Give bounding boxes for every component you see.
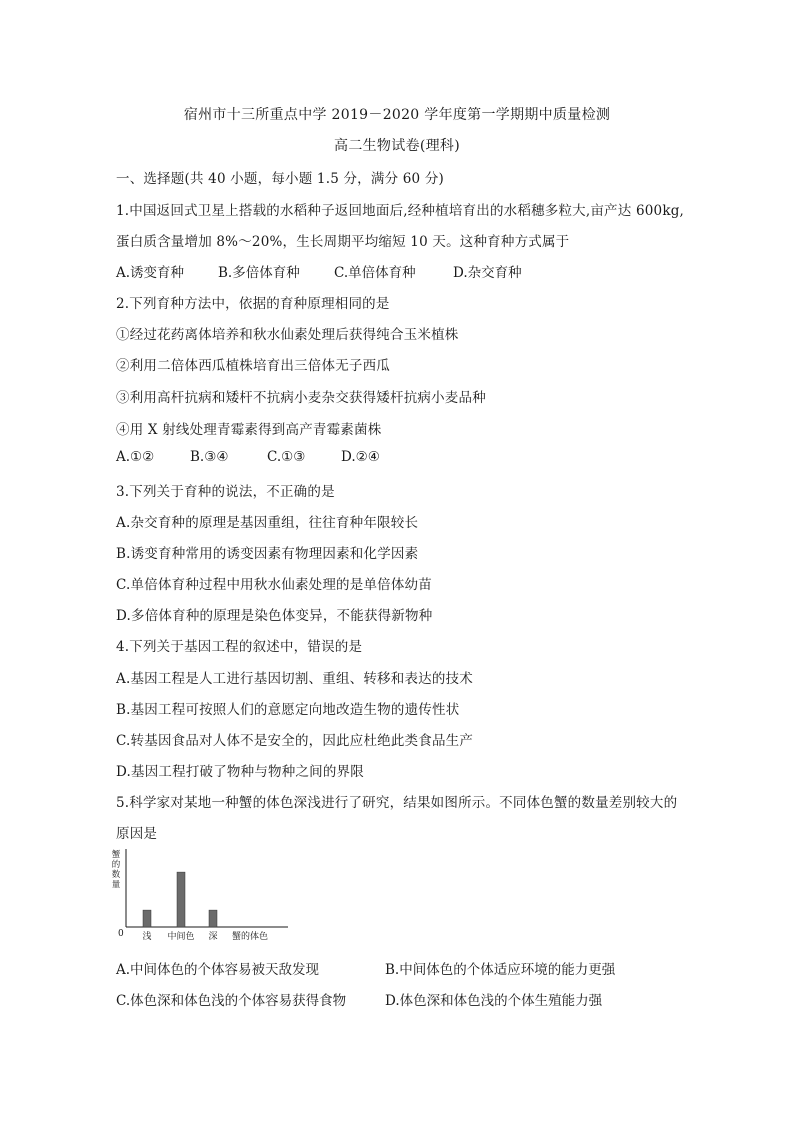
bar-1 [177,872,185,927]
q5-option-d: D.体色深和体色浅的个体生殖能力强 [385,993,603,1009]
q4-option-d: D.基因工程打破了物种与物种之间的界限 [116,764,364,780]
q2-option-c: C.①③ [267,449,306,465]
q3-option-a: A.杂交育种的原理是基因重组，往往育种年限较长 [116,515,419,531]
q3-option-c: C.单倍体育种过程中用秋水仙素处理的是单倍体幼苗 [116,577,432,593]
q2-option-b: B.③④ [190,449,229,465]
q4-option-a: A.基因工程是人工进行基因切割、重组、转移和表达的技术 [116,671,473,687]
q2-item-2: ②利用二倍体西瓜植株培育出三倍体无子西瓜 [116,358,390,374]
y-axis-label-char: 蟹 [112,850,121,860]
x-tick-label-0: 浅 [142,932,152,942]
q5-stem-line-1: 5.科学家对某地一种蟹的体色深浅进行了研究，结果如图所示。不同体色蟹的数量差别较大的 [116,795,678,811]
q4-stem: 4.下列关于基因工程的叙述中，错误的是 [116,639,363,655]
y-axis-label-char: 数 [112,870,121,880]
q4-option-b: B.基因工程可按照人们的意愿定向地改造生物的遗传性状 [116,702,460,718]
x-axis-label: 蟹的体色 [232,932,269,942]
bars [143,872,217,927]
q2-item-1: ①经过花药离体培养和秋水仙素处理后获得纯合玉米植株 [116,327,459,343]
x-tick-label-2: 深 [208,932,218,942]
q2-item-3: ③利用高杆抗病和矮杆不抗病小麦杂交获得矮杆抗病小麦品种 [116,390,486,406]
q2-option-a: A.①② [116,449,155,465]
q1-option-b: B.多倍体育种 [218,265,300,281]
q5-stem-line-2: 原因是 [116,826,158,842]
q1-option-d: D.杂交育种 [453,265,522,281]
q3-option-b: B.诱变育种常用的诱变因素有物理因素和化学因素 [116,546,419,562]
q1-stem-line-1: 1.中国返回式卫星上搭载的水稻种子返回地面后,经种植培育出的水稻穗多粒大,亩产达 600kg, [116,203,685,219]
q5-option-b: B.中间体色的个体适应环境的能力更强 [385,962,616,978]
q1-option-c: C.单倍体育种 [334,265,416,281]
y-axis-label-char: 的 [112,860,121,870]
bar-0 [143,910,151,927]
x-tick-label-1: 中间色 [167,932,195,942]
origin-label: 0 [118,929,124,939]
exam-subtitle: 高二生物试卷(理科) [334,138,460,154]
q1-option-a: A.诱变育种 [116,265,185,281]
q5-option-a: A.中间体色的个体容易被天敌发现 [116,962,320,978]
q2-option-d: D.②④ [341,449,380,465]
q2-stem: 2.下列育种方法中，依据的育种原理相同的是 [116,296,390,312]
q1-stem-line-2: 蛋白质含量增加 8%～20%，生长周期平均缩短 10 天。这种育种方式属于 [116,234,570,250]
exam-title: 宿州市十三所重点中学 2019－2020 学年度第一学期期中质量检测 [183,107,611,123]
section-heading: 一、选择题(共 40 小题，每小题 1.5 分，满分 60 分) [116,171,445,187]
y-axis-label-char: 量 [112,880,121,890]
bar-2 [209,910,217,927]
q4-option-c: C.转基因食品对人体不是安全的，因此应杜绝此类食品生产 [116,733,474,749]
y-axis-label [112,849,121,890]
q3-option-d: D.多倍体育种的原理是染色体变异，不能获得新物种 [116,608,433,624]
x-tick-labels [142,930,217,942]
q5-option-c: C.体色深和体色浅的个体容易获得食物 [116,993,347,1009]
q3-stem: 3.下列关于育种的说法，不正确的是 [116,484,335,500]
crab-color-bar-chart [112,845,292,947]
q2-item-4: ④用 X 射线处理青霉素得到高产青霉素菌株 [116,422,382,438]
